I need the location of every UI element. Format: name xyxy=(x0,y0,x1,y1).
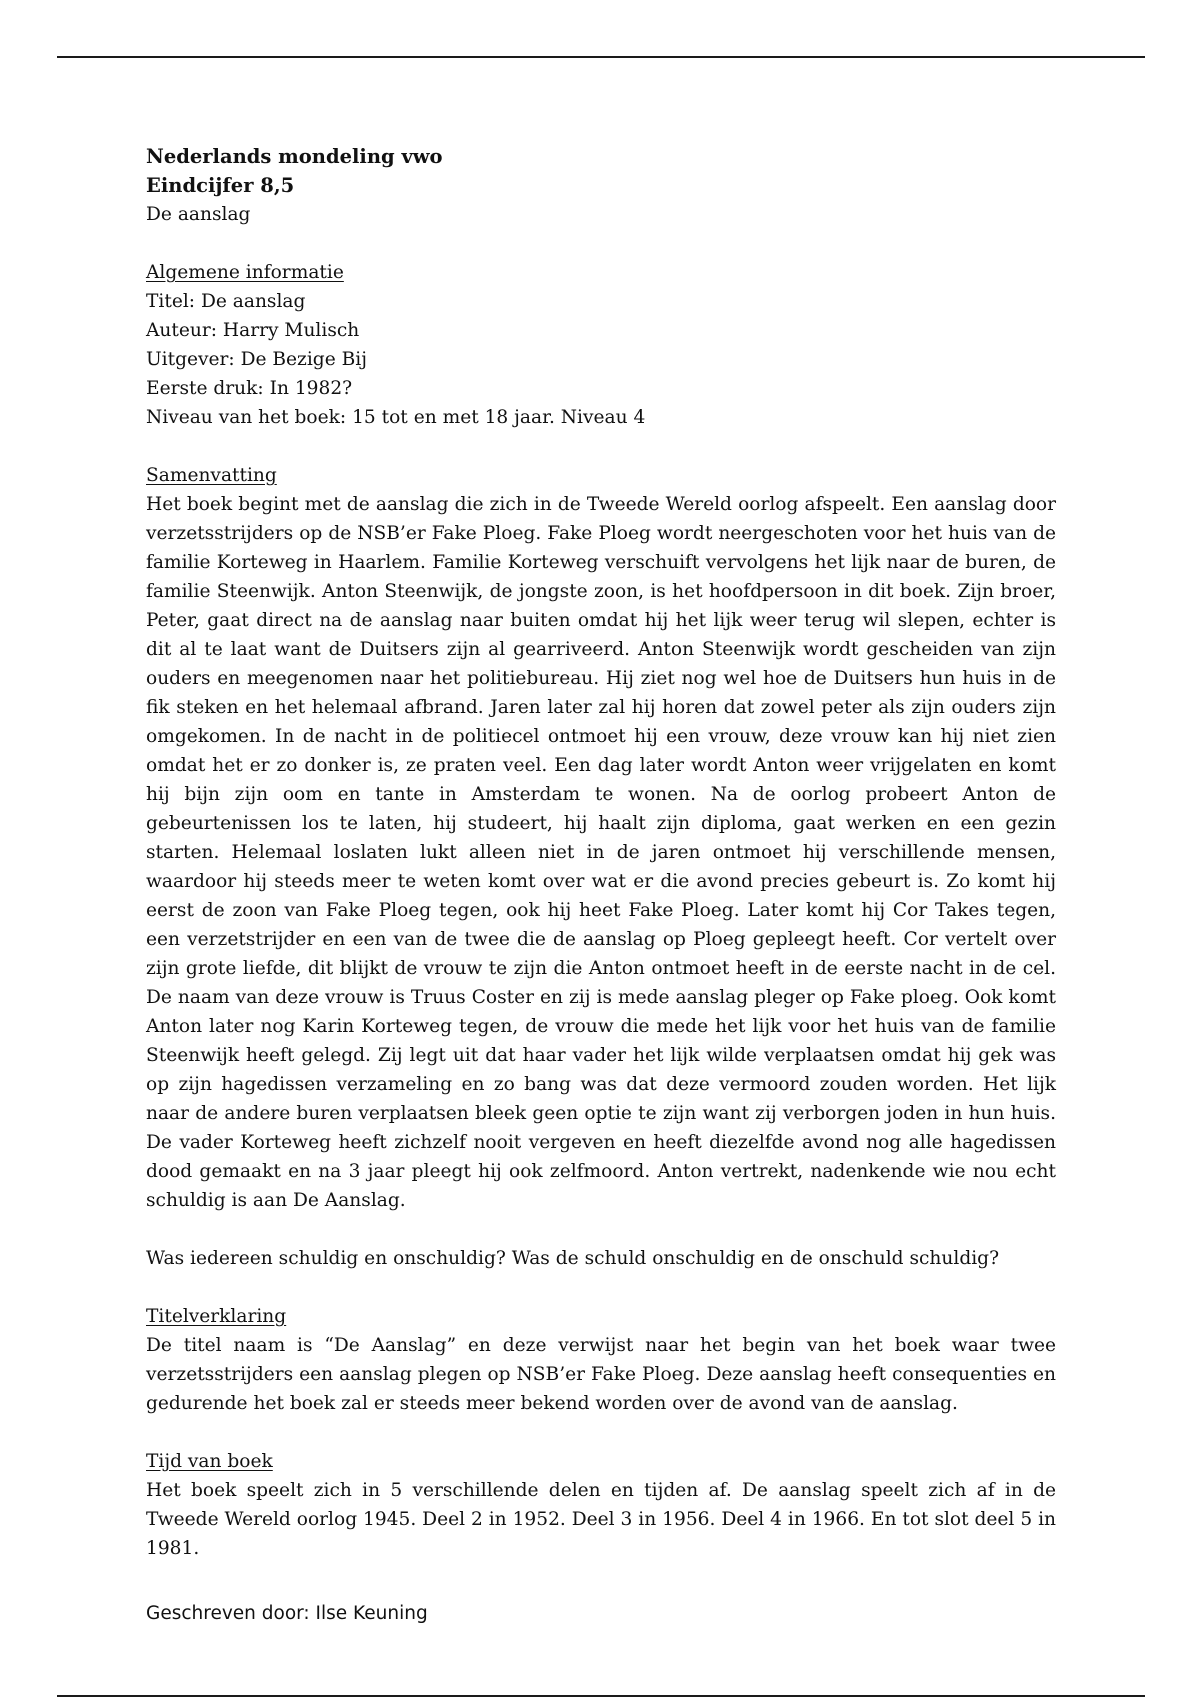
summary-question: Was iedereen schuldig en onschuldig? Was de schuld onschuldig en de onschuld schuldig? xyxy=(146,1248,1000,1269)
info-first-print: Eerste druk: In 1982? xyxy=(146,378,353,399)
title-explanation-heading: Titelverklaring xyxy=(146,1306,287,1327)
title-explanation-paragraph: De titel naam is “De Aanslag” en deze verwijst naar het begin van het boek waar twee verzetsstrijders een aanslag plegen op NSB’er Fake Ploeg. Deze aanslag heeft consequenties en gedurende het boek zal er steeds meer bekend worden over de avond van de aanslag. xyxy=(146,1335,1056,1414)
info-publisher: Uitgever: De Bezige Bij xyxy=(146,349,367,370)
document-title: Nederlands mondeling vwo xyxy=(146,145,443,168)
time-heading: Tijd van boek xyxy=(146,1451,273,1472)
final-grade: Eindcijfer 8,5 xyxy=(146,174,295,197)
info-level: Niveau van het boek: 15 tot en met 18 jaar. Niveau 4 xyxy=(146,407,646,428)
footer-author: Geschreven door: Ilse Keuning xyxy=(146,1603,428,1624)
summary-heading: Samenvatting xyxy=(146,465,277,486)
document-body xyxy=(146,142,1056,1563)
bottom-rule xyxy=(57,1695,1145,1697)
time-paragraph: Het boek speelt zich in 5 verschillende delen en tijden af. De aanslag speelt zich af in de Tweede Wereld oorlog 1945. Deel 2 in 1952. Deel 3 in 1956. Deel 4 in 1966. En tot slot deel 5 in 1981. xyxy=(146,1480,1056,1559)
general-info-heading: Algemene informatie xyxy=(146,262,344,283)
summary-paragraph: Het boek begint met de aanslag die zich in de Tweede Wereld oorlog afspeelt. Een aanslag door verzetsstrijders op de NSB’er Fake Ploeg. Fake Ploeg wordt neergeschoten voor het huis van de familie Korteweg in Haarlem. Familie Korteweg verschuift vervolgens het lijk naar de buren, de familie Steenwijk. Anton Steenwijk, de jongste zoon, is het hoofdpersoon in dit boek. Zijn broer, Peter, gaat direct na de aanslag naar buiten omdat hij het lijk weer terug wil slepen, echter is dit al te laat want de Duitsers zijn al gearriveerd. Anton Steenwijk wordt gescheiden van zijn ouders en meegenomen naar het politiebureau. Hij ziet nog wel hoe de Duitsers hun huis in de fik steken en het helemaal afbrand. Jaren later zal hij horen dat zowel peter als zijn ouders zijn omgekomen. In de nacht in de politiecel ontmoet hij een vrouw, deze vrouw kan hij niet zien omdat het er zo donker is, ze praten veel. Een dag later wordt Anton weer vrijgelaten en komt hij bijn zijn oom en tante in Amsterdam te wonen. Na de oorlog probeert Anton de gebeurtenissen los te laten, hij studeert, hij haalt zijn diploma, gaat werken en een gezin starten. Helemaal loslaten lukt alleen niet in de jaren ontmoet hij verschillende mensen, waardoor hij steeds meer te weten komt over wat er die avond precies gebeurt is. Zo komt hij eerst de zoon van Fake Ploeg tegen, ook hij heet Fake Ploeg. Later komt hij Cor Takes tegen, een verzetstrijder en een van de twee die de aanslag op Ploeg gepleegt heeft. Cor vertelt over zijn grote liefde, dit blijkt de vrouw te zijn die Anton ontmoet heeft in de eerste nacht in de cel. De naam van deze vrouw is Truus Coster en zij is mede aanslag pleger op Fake ploeg. Ook komt Anton later nog Karin Korteweg tegen, de vrouw die mede het lijk voor het huis van de familie Steenwijk heeft gelegd. Zij legt uit dat haar vader het lijk wilde verplaatsen omdat hij gek was op zijn hagedissen verzameling en zo bang was dat deze vermoord zouden worden. Het lijk naar de andere buren verplaatsen bleek geen optie te zijn want zij verborgen joden in hun huis. De vader Korteweg heeft zichzelf nooit vergeven en heeft diezelfde avond nog alle hagedissen dood gemaakt en na 3 jaar pleegt hij ook zelfmoord. Anton vertrekt, nadenkende wie nou echt schuldig is aan De Aanslag. xyxy=(146,494,1056,1211)
info-title: Titel: De aanslag xyxy=(146,291,306,312)
info-author: Auteur: Harry Mulisch xyxy=(146,320,360,341)
document-subtitle: De aanslag xyxy=(146,204,251,225)
top-rule xyxy=(57,56,1145,58)
